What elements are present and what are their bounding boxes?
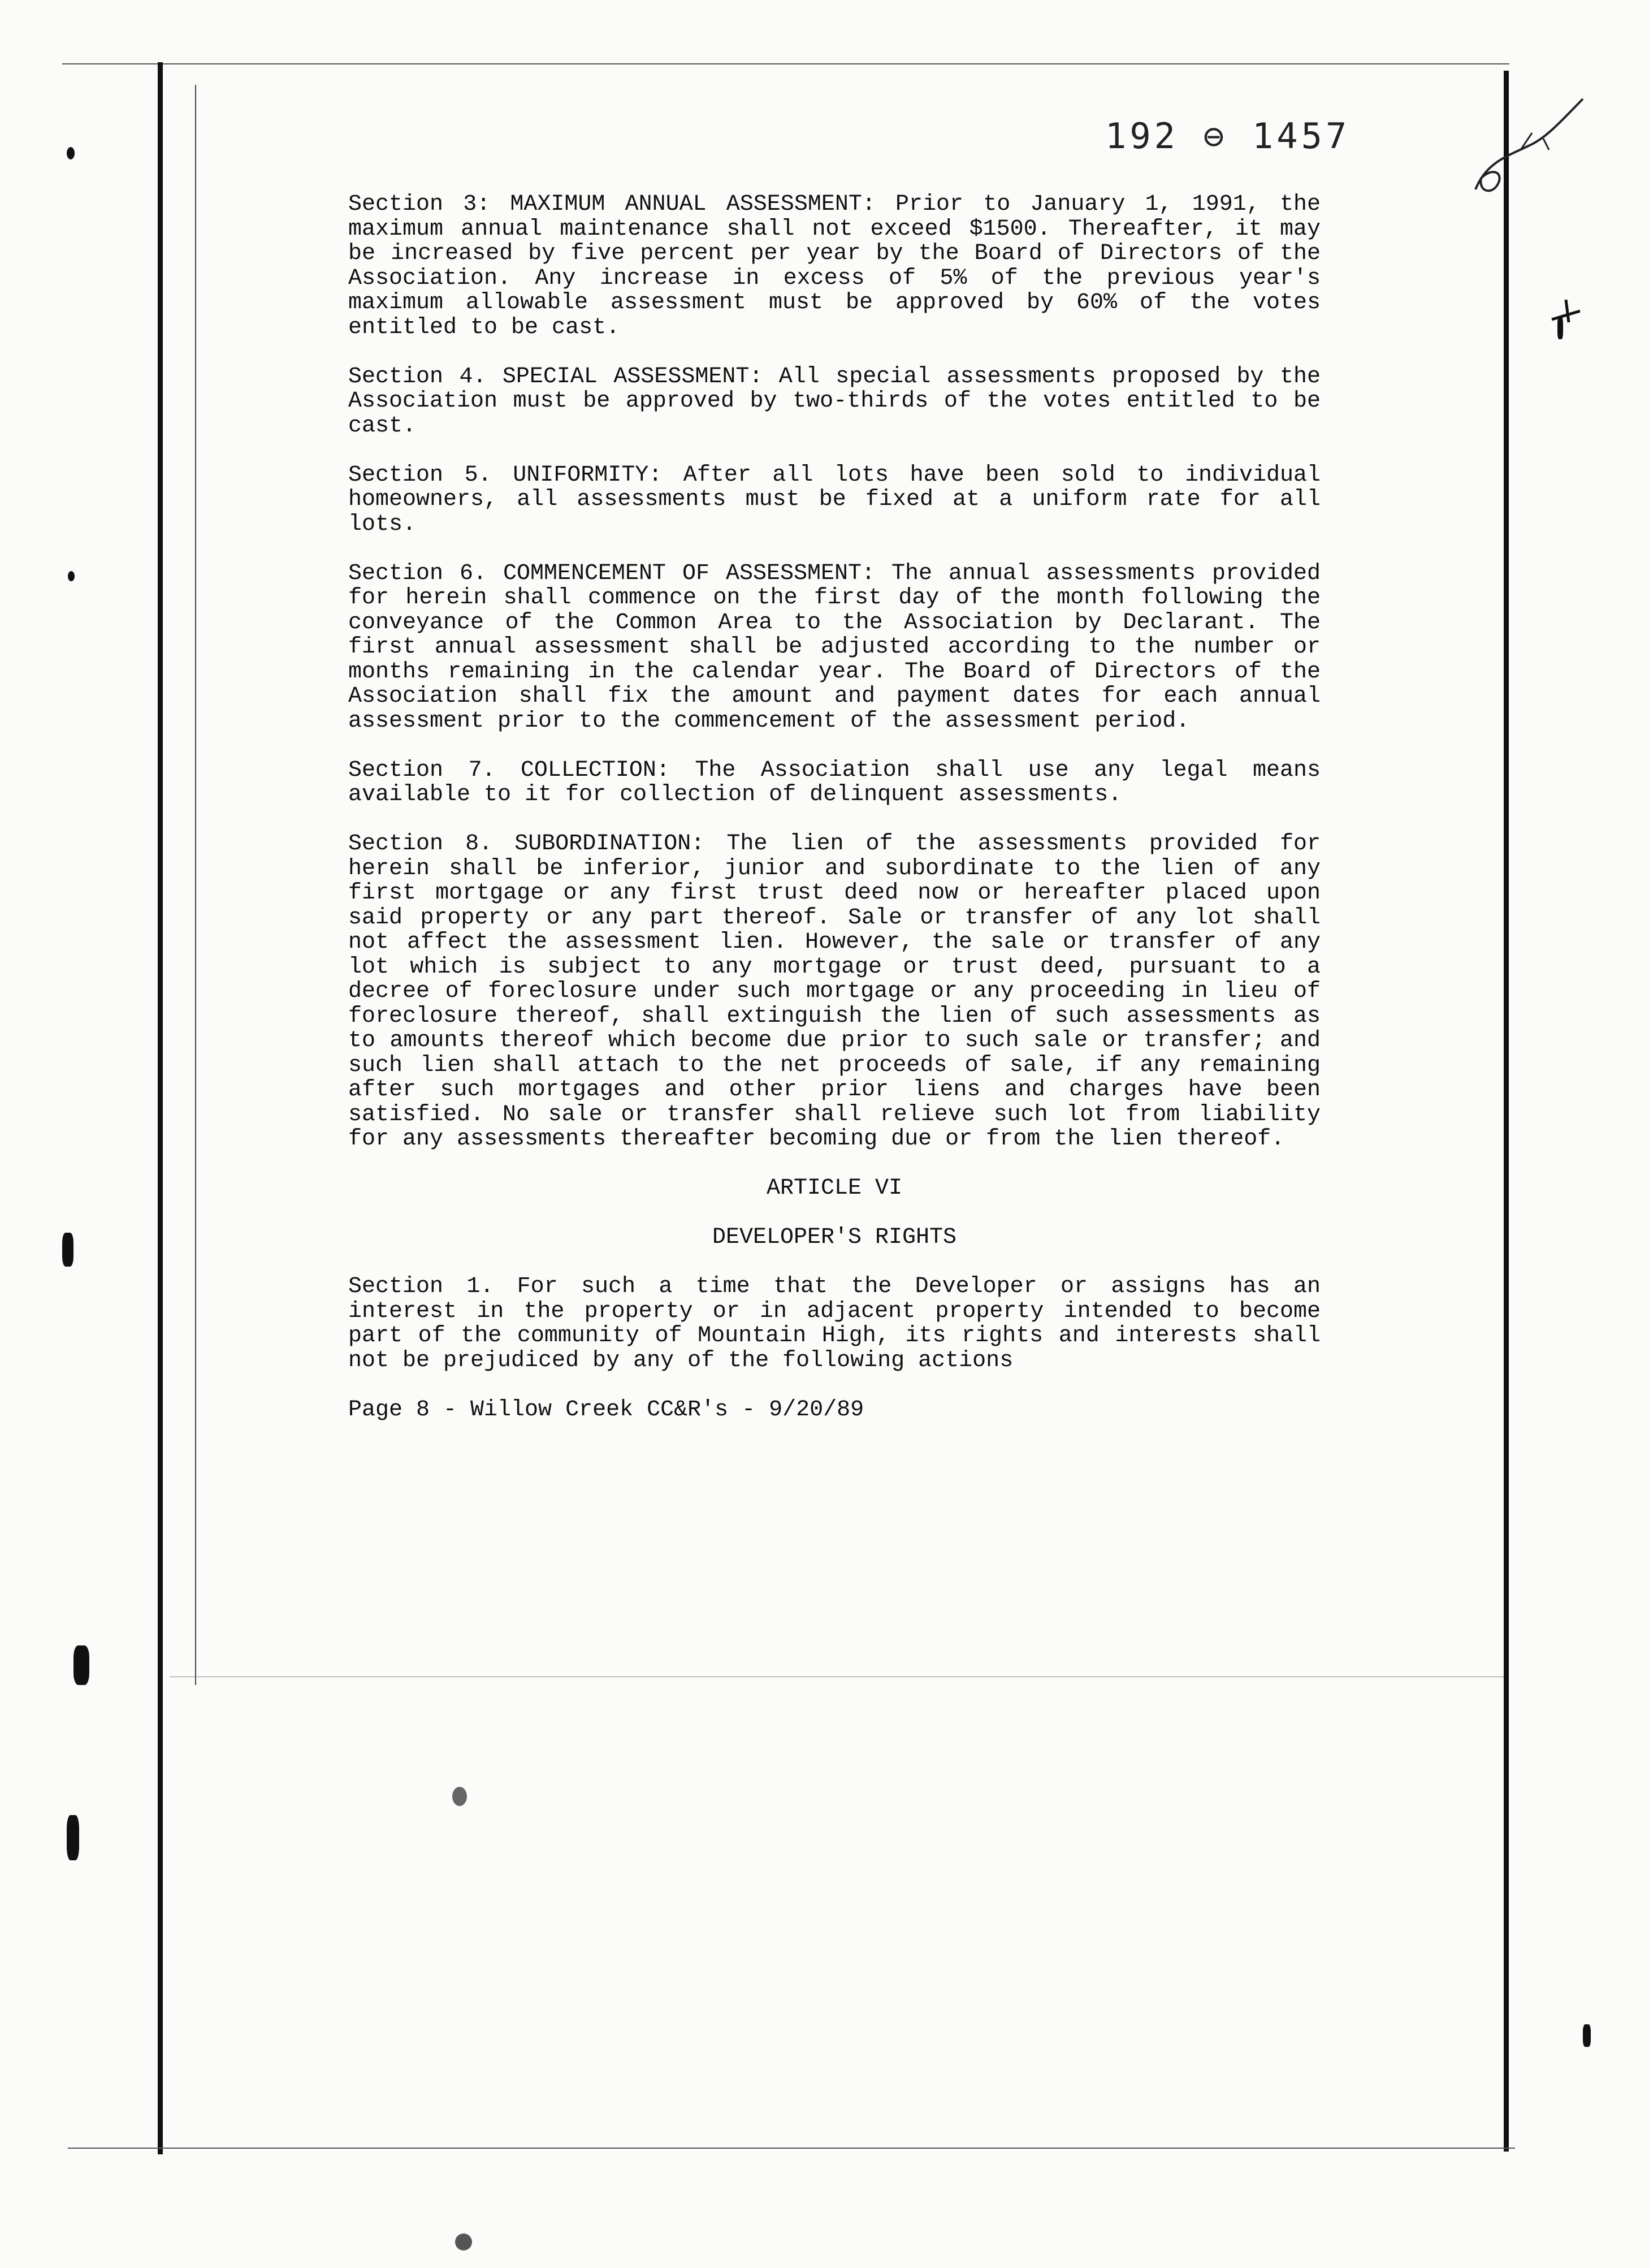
scan-speck [68,571,75,581]
document-body [348,192,1321,1422]
recording-number: 192 ⊖ 1457 [1105,115,1351,157]
scan-speck [67,1815,79,1860]
scan-speck [67,147,75,159]
binding-rule-right [1504,71,1509,2152]
scan-speck [455,2234,472,2250]
section-5-paragraph: Section 5. UNIFORMITY: After all lots have been sold to individual homeowners, all assessments must be fixed at a uniform rate for all lots. [348,462,1321,537]
scan-edge-top [62,63,1509,64]
scan-mark-icon [1549,294,1583,328]
section-4-paragraph: Section 4. SPECIAL ASSESSMENT: All special assessments proposed by the Association must be approved by two-thirds of the votes entitled to be cast. [348,364,1321,439]
section-3-paragraph: Section 3: MAXIMUM ANNUAL ASSESSMENT: Prior to January 1, 1991, the maximum annual maintenance shall not exceed $1500. Thereafter, it may be increased by five percent per year by the Board of Directors of the Association. Any increase in excess of 5% of the previous year's maximum allowable assessment must be approved by 60% of the votes entitled to be cast. [348,192,1321,340]
section-8-paragraph: Section 8. SUBORDINATION: The lien of the assessments provided for herein shall be inferior, junior and subordinate to the lien of any first mortgage or any first trust deed now or hereafter placed upon said property or any part thereof. Sale or transfer of any lot shall not affect the assessment lien. However, the sale or transfer of any lot which is subject to any mortgage or trust deed, pursuant to a decree of foreclosure under such mortgage or any proceeding in lieu of foreclosure thereof, shall extinguish the lien of such assessments as to amounts thereof which become due prior to such sale or transfer; and such lien shall attach to the net proceeds of sale, if any remaining after such mortgages and other prior liens and charges have been satisfied. No sale or transfer shall relieve such lot from liability for any assessments thereafter becoming due or from the lien thereof. [348,831,1321,1152]
margin-rule-left [195,85,196,1685]
article-title: DEVELOPER'S RIGHTS [712,1225,957,1250]
article6-section-1-paragraph: Section 1. For such a time that the Developer or assigns has an interest in the property or in adjacent property intended to become part of the community of Mountain High, its rights and interests shall not be prejudiced by any of the following actions [348,1274,1321,1373]
scan-speck [73,1645,89,1685]
binding-rule-left [158,62,163,2154]
article-heading: ARTICLE VI [766,1176,903,1201]
page-footer: Page 8 - Willow Creek CC&R's - 9/20/89 [348,1397,864,1423]
scan-edge-bottom [68,2148,1515,2149]
section-7-paragraph: Section 7. COLLECTION: The Association shall use any legal means available to it for collection of delinquent assessments. [348,757,1321,807]
scan-speck [452,1787,467,1806]
scan-speck [62,1233,73,1267]
section-6-paragraph: Section 6. COMMENCEMENT OF ASSESSMENT: The annual assessments provided for herein shall commence on the first day of the month following the conveyance of the Common Area to the Association by Declarant. The first annual assessment shall be adjusted according to the number or months remaining in the calendar year. The Board of Directors of the Association shall fix the amount and payment dates for each annual assessment prior to the commencement of the assessment period. [348,560,1321,734]
handwritten-mark [1464,93,1589,206]
scan-speck [1583,2024,1591,2047]
